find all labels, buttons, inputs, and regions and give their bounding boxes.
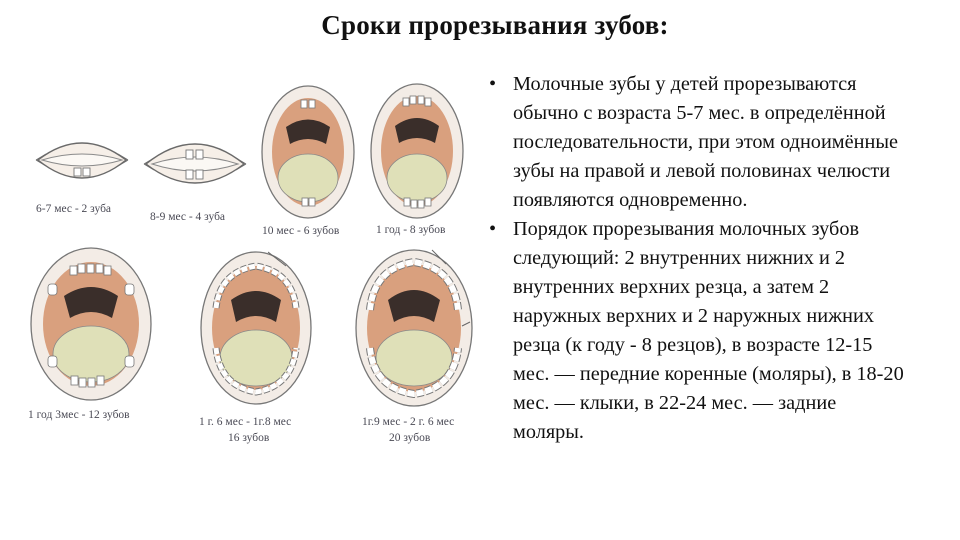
caption-20-teeth: 20 зубов <box>389 432 431 444</box>
bullet-icon: • <box>489 73 497 95</box>
bullet-text: Порядок прорезывания молочных зубов следующий: 2 внутренних нижних и 2 внутренних верхних резца, а затем 2 наружных верхних и 2 наружных нижних резца (к году - 8 резцов), в возрасте 12-15 мес. — передние коренные (моляры), в 18-20 мес. — клыки, в 22-24 мес. — задние моляры. <box>513 218 904 443</box>
mouth-illustration-10-months <box>258 82 358 222</box>
mouth-illustration-6-7-months <box>32 128 132 198</box>
bullet-icon: • <box>489 218 497 240</box>
mouth-illustration-1-year-3-months <box>26 244 156 404</box>
mouth-illustration-8-9-months <box>140 128 250 202</box>
caption-1-year-6-months-range: 1 г. 6 мес - 1г.8 мес <box>199 416 292 428</box>
caption-1-year-3-months: 1 год 3мес - 12 зубов <box>28 409 130 421</box>
caption-6-7-months: 6-7 мес - 2 зуба <box>36 203 112 215</box>
page-title: Сроки прорезывания зубов: <box>321 10 669 40</box>
mouth-illustration-1-year-9-months-2-years-6-months <box>350 246 478 410</box>
mouth-illustration-1-year-6-8-months <box>196 248 316 408</box>
bullet-item <box>489 70 904 215</box>
caption-1-year-9-months-range: 1г.9 мес - 2 г. 6 мес <box>362 416 455 428</box>
caption-8-9-months: 8-9 мес - 4 зуба <box>150 211 226 223</box>
mouth-illustration-1-year <box>367 80 467 222</box>
bullet-text: Молочные зубы у детей прорезываются обычно с возраста 5-7 мес. в определённой последовательности, при этом одноимённые зубы на правой и левой половинах челюсти появляются одновременно. <box>513 73 898 211</box>
caption-10-months: 10 мес - 6 зубов <box>262 225 340 237</box>
bullet-item <box>489 215 904 447</box>
caption-1-year: 1 год - 8 зубов <box>376 224 446 236</box>
caption-16-teeth: 16 зубов <box>228 432 270 444</box>
bullet-list <box>489 70 904 447</box>
